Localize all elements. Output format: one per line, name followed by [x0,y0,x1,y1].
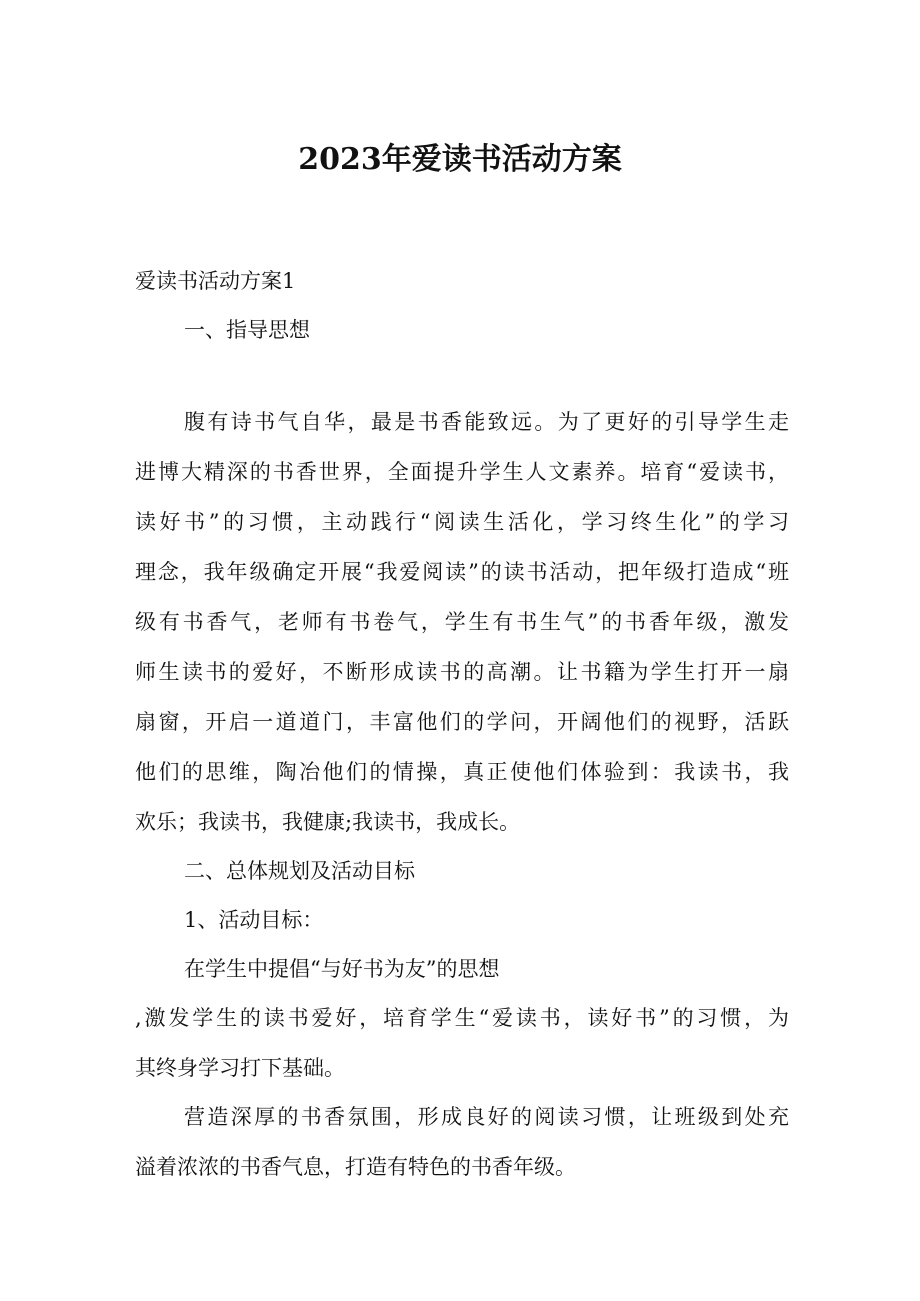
paragraph-line: 腹有诗书气自华，最是书香能致远。为了更好的引导学生走 [184,410,789,434]
paragraph-line: 读好书”的习惯，主动践行“阅读生活化，学习终生化”的学习 [135,510,789,534]
paragraph-line: 扇窗，开启一道道门，丰富他们的学问，开阔他们的视野，活跃 [135,710,789,734]
document-title: 2023年爱读书活动方案 [298,142,622,177]
paragraph-line: 理念，我年级确定开展“我爱阅读”的读书活动，把年级打造成“班 [135,560,789,584]
paragraph-line: 在学生中提倡“与好书为友”的思想 [184,957,500,981]
paragraph-line: 欢乐；我读书，我健康;我读书，我成长。 [135,810,521,834]
paragraph-line: 其终身学习打下基础。 [135,1056,345,1080]
heading-overall-plan: 二、总体规划及活动目标 [184,859,415,883]
paragraph-line: 营造深厚的书香氛围，形成良好的阅读习惯，让班级到处充 [184,1105,789,1129]
paragraph-line: 他们的思维，陶冶他们的情操，真正使他们体验到：我读书，我 [135,760,789,784]
paragraph-line: 师生读书的爱好，不断形成读书的高潮。让书籍为学生打开一扇 [135,660,789,684]
section-heading: 爱读书活动方案1 [135,269,296,293]
heading-guiding-thought: 一、指导思想 [184,318,310,342]
paragraph-line: 溢着浓浓的书香气息，打造有特色的书香年级。 [135,1155,576,1179]
paragraph-line: ,激发学生的读书爱好，培育学生“爱读书，读好书”的习惯，为 [135,1006,789,1030]
paragraph-line: 进博大精深的书香世界，全面提升学生人文素养。培育“爱读书， [135,460,789,484]
paragraph-line: 级有书香气，老师有书卷气，学生有书生气”的书香年级，激发 [135,610,789,634]
heading-activity-goals: 1、活动目标： [184,908,324,932]
